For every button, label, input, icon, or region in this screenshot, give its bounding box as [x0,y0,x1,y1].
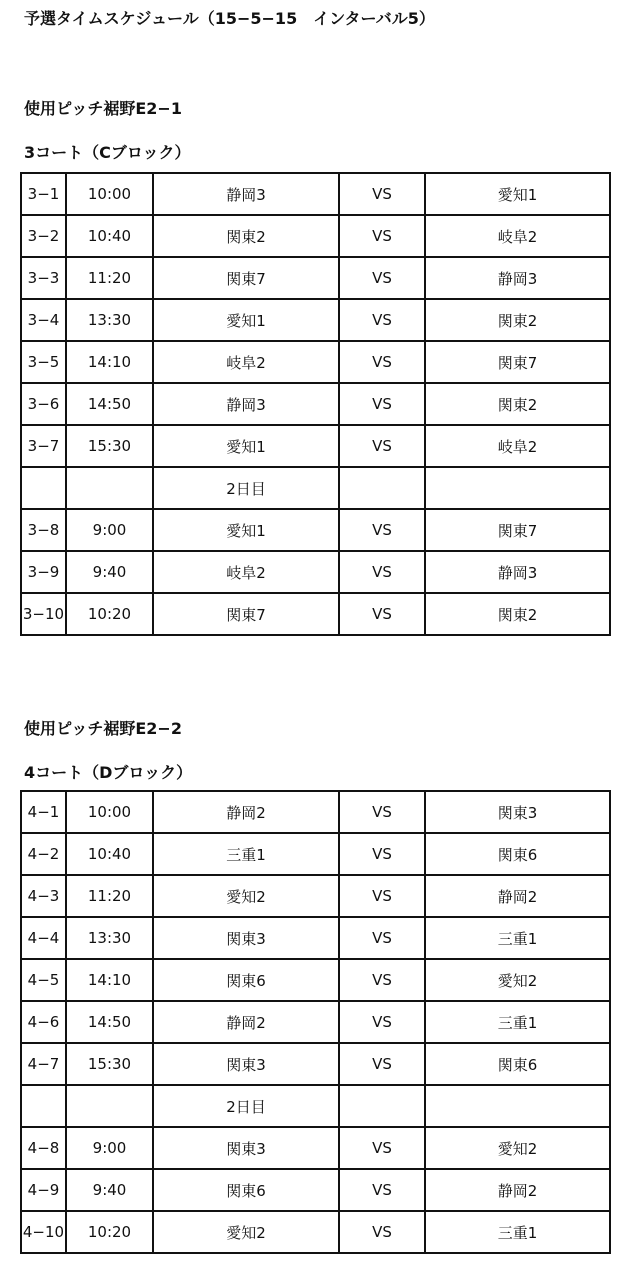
section-2-venue: 使用ピッチ裾野E2−2 [24,719,182,738]
cell-vs: VS [339,593,425,635]
cell-vs: VS [339,509,425,551]
cell-no: 3−7 [21,425,66,467]
table-row [21,173,610,215]
table-row [21,593,610,635]
cell-away: 関東6 [425,833,610,875]
section-1-court: 3コート（Cブロック） [24,143,191,162]
table-row [21,791,610,833]
cell-away: 静岡2 [425,875,610,917]
cell-away: 愛知2 [425,959,610,1001]
cell-home: 愛知2 [153,875,339,917]
cell-time: 11:20 [66,875,153,917]
cell-away: 三重1 [425,1001,610,1043]
cell-time [66,1085,153,1127]
cell-home: 愛知1 [153,299,339,341]
cell-time: 10:00 [66,791,153,833]
cell-time: 14:50 [66,1001,153,1043]
cell-home: 愛知1 [153,509,339,551]
cell-no: 4−7 [21,1043,66,1085]
cell-away: 関東2 [425,299,610,341]
cell-time: 13:30 [66,917,153,959]
cell-no: 3−5 [21,341,66,383]
table-row [21,875,610,917]
cell-no: 3−1 [21,173,66,215]
table-row [21,215,610,257]
cell-vs: VS [339,833,425,875]
cell-time: 10:40 [66,215,153,257]
cell-no: 4−10 [21,1211,66,1253]
table-row [21,1169,610,1211]
cell-vs: VS [339,215,425,257]
cell-away: 関東2 [425,383,610,425]
cell-time: 10:40 [66,833,153,875]
cell-home: 関東3 [153,917,339,959]
cell-home: 関東7 [153,257,339,299]
cell-vs: VS [339,299,425,341]
table-row [21,467,610,509]
schedule-table-c-block [20,172,611,636]
schedule-table-d-block [20,790,611,1254]
cell-no: 4−6 [21,1001,66,1043]
cell-away: 関東2 [425,593,610,635]
table-row [21,833,610,875]
cell-time: 11:20 [66,257,153,299]
table-row [21,509,610,551]
cell-no: 3−4 [21,299,66,341]
cell-time: 10:00 [66,173,153,215]
table-row [21,341,610,383]
table-row [21,1001,610,1043]
cell-away: 岐阜2 [425,425,610,467]
cell-home: 愛知1 [153,425,339,467]
cell-away: 関東3 [425,791,610,833]
table-row [21,1085,610,1127]
cell-vs: VS [339,1169,425,1211]
cell-vs: VS [339,917,425,959]
cell-time: 14:10 [66,959,153,1001]
cell-home: 静岡3 [153,383,339,425]
cell-time: 10:20 [66,1211,153,1253]
cell-no: 3−10 [21,593,66,635]
section-2-court: 4コート（Dブロック） [24,763,193,782]
cell-no: 3−6 [21,383,66,425]
cell-vs: VS [339,1043,425,1085]
table-row [21,1211,610,1253]
cell-no: 4−3 [21,875,66,917]
table-row [21,1127,610,1169]
table-row [21,1043,610,1085]
cell-home: 愛知2 [153,1211,339,1253]
cell-away [425,1085,610,1127]
cell-no: 4−2 [21,833,66,875]
cell-no: 3−3 [21,257,66,299]
cell-away: 三重1 [425,917,610,959]
cell-time: 15:30 [66,425,153,467]
cell-away [425,467,610,509]
cell-away: 岐阜2 [425,215,610,257]
cell-home: 関東7 [153,593,339,635]
cell-home: 2日目 [153,1085,339,1127]
cell-away: 関東7 [425,341,610,383]
table-row [21,425,610,467]
cell-time: 14:50 [66,383,153,425]
cell-vs: VS [339,791,425,833]
cell-home: 静岡2 [153,791,339,833]
cell-no: 4−9 [21,1169,66,1211]
cell-vs: VS [339,1001,425,1043]
cell-vs: VS [339,383,425,425]
cell-vs: VS [339,959,425,1001]
cell-home: 関東2 [153,215,339,257]
cell-away: 愛知2 [425,1127,610,1169]
cell-vs: VS [339,257,425,299]
cell-home: 関東3 [153,1043,339,1085]
cell-no: 3−9 [21,551,66,593]
table-row [21,917,610,959]
page-title: 予選タイムスケジュール（15−5−15 インターバル5） [24,9,435,28]
table-row [21,299,610,341]
cell-no: 3−8 [21,509,66,551]
cell-home: 岐阜2 [153,341,339,383]
cell-home: 関東6 [153,1169,339,1211]
cell-vs: VS [339,875,425,917]
cell-vs: VS [339,173,425,215]
section-1-venue: 使用ピッチ裾野E2−1 [24,99,182,118]
cell-away: 関東7 [425,509,610,551]
cell-time: 9:40 [66,551,153,593]
cell-no: 4−8 [21,1127,66,1169]
cell-vs [339,467,425,509]
cell-vs: VS [339,1211,425,1253]
cell-time: 13:30 [66,299,153,341]
cell-no: 3−2 [21,215,66,257]
cell-home: 関東3 [153,1127,339,1169]
cell-time: 9:00 [66,1127,153,1169]
cell-away: 三重1 [425,1211,610,1253]
cell-vs: VS [339,1127,425,1169]
cell-time: 15:30 [66,1043,153,1085]
cell-vs [339,1085,425,1127]
cell-no [21,1085,66,1127]
cell-no [21,467,66,509]
cell-time [66,467,153,509]
cell-away: 関東6 [425,1043,610,1085]
cell-home: 関東6 [153,959,339,1001]
table-row [21,959,610,1001]
table-row [21,257,610,299]
cell-time: 14:10 [66,341,153,383]
cell-no: 4−1 [21,791,66,833]
cell-time: 10:20 [66,593,153,635]
cell-time: 9:40 [66,1169,153,1211]
cell-vs: VS [339,551,425,593]
cell-away: 静岡3 [425,257,610,299]
cell-vs: VS [339,341,425,383]
cell-no: 4−4 [21,917,66,959]
cell-away: 愛知1 [425,173,610,215]
cell-home: 2日目 [153,467,339,509]
table-row [21,551,610,593]
cell-home: 静岡3 [153,173,339,215]
cell-away: 静岡2 [425,1169,610,1211]
cell-time: 9:00 [66,509,153,551]
cell-home: 岐阜2 [153,551,339,593]
cell-away: 静岡3 [425,551,610,593]
cell-home: 静岡2 [153,1001,339,1043]
cell-home: 三重1 [153,833,339,875]
cell-no: 4−5 [21,959,66,1001]
cell-vs: VS [339,425,425,467]
table-row [21,383,610,425]
